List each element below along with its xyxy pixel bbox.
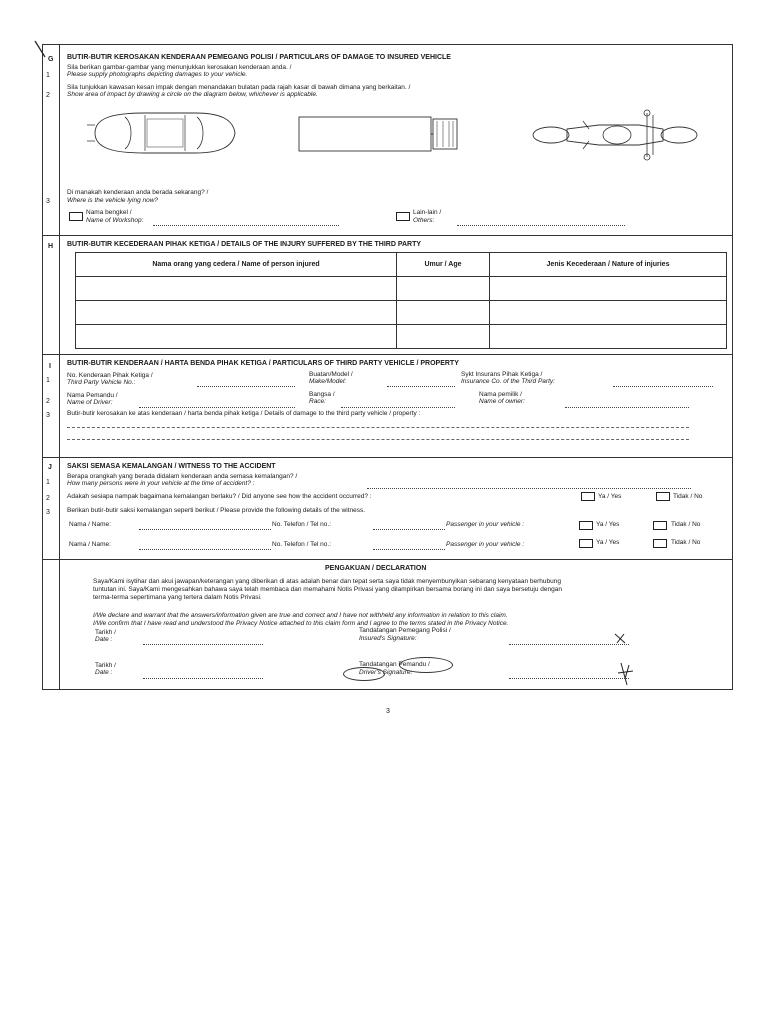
declaration-text: Saya/Kami isytihar dan akui jawapan/keterangan yang diberikan di atas adalah benar dan tepat serta saya tidak menyembunyikan sebarang kenyataan berhubung (93, 578, 561, 585)
car-diagram[interactable] (85, 109, 240, 157)
number-column-divider (59, 45, 60, 689)
field-label: Sykt Insurans Pihak Ketiga / (461, 371, 543, 378)
field-label: No. Telefon / Tel no.: (272, 521, 332, 528)
field-label: Name of Driver: (67, 399, 113, 406)
question-text: Sila tunjukkan kawasan kesan impak dengan menandakan bulatan pada rajah kasar di bawah dimana yang berkaitan. / (67, 84, 411, 91)
question-number: 1 (46, 479, 50, 486)
field-label: Bangsa / (309, 391, 335, 398)
field-label: No. Telefon / Tel no.: (272, 541, 332, 548)
table-cell[interactable] (490, 301, 727, 325)
page-number: 3 (386, 708, 390, 715)
column-header: Umur / Age (397, 253, 490, 277)
field-label: Tarikh / (95, 629, 116, 636)
question-number: 2 (46, 495, 50, 502)
checkbox-label: Ya / Yes (598, 493, 622, 500)
question-text: How many persons were in your vehicle at the time of accident? : (67, 480, 255, 487)
section-letter: I (49, 363, 51, 370)
motorcycle-diagram[interactable] (529, 107, 701, 163)
witness-name-input[interactable] (139, 549, 271, 550)
field-label: Insured's Signature: (359, 635, 417, 642)
field-label: Buatan/Model / (309, 371, 353, 378)
field-label: Date : (95, 636, 113, 643)
field-label: Nama bengkel / (86, 209, 132, 216)
driver-name-input[interactable] (139, 407, 295, 408)
question-text: Sila berikan gambar-gambar yang menunjukkan kerosakan kenderaan anda. / (67, 64, 292, 71)
checkbox-label: Tidak / No (673, 493, 703, 500)
table-cell[interactable] (76, 325, 397, 349)
field-label: Nama Pemandu / (67, 392, 118, 399)
section-title: BUTIR-BUTIR KEROSAKAN KENDERAAN PEMEGANG POLISI / PARTICULARS OF DAMAGE TO INSURED VEHICLE (67, 54, 451, 61)
table-cell[interactable] (397, 325, 490, 349)
field-label: No. Kenderaan Pihak Ketiga / (67, 372, 153, 379)
signature-mark-icon (615, 661, 637, 687)
section-letter: H (48, 243, 54, 250)
question-number: 1 (46, 377, 50, 384)
checkbox-label: Ya / Yes (596, 521, 620, 528)
table-row (76, 301, 727, 325)
question-number: 1 (46, 72, 50, 79)
checkbox-label: Tidak / No (671, 539, 701, 546)
checkbox-label: Tidak / No (671, 521, 701, 528)
field-label: Tandatangan Pemandu / (359, 661, 430, 668)
field-label: Passenger in your vehicle : (446, 541, 525, 548)
question-text: Berapa orangkah yang berada didalam kenderaan anda semasa kemalangan? / (67, 473, 298, 480)
field-label: Make/Model: (309, 378, 347, 385)
field-label: Race: (309, 398, 326, 405)
witness-tel-input[interactable] (373, 529, 445, 530)
field-label: Driver's Signature: (359, 669, 413, 676)
column-header: Jenis Kecederaan / Nature of injuries (490, 253, 727, 277)
damage-details-input[interactable] (67, 439, 689, 440)
field-label: Third Party Vehicle No.: (67, 379, 136, 386)
damage-details-input[interactable] (67, 427, 689, 428)
section-divider (43, 235, 732, 236)
others-checkbox[interactable] (396, 212, 410, 221)
declaration-text: tuntutan ini. Saya/Kami mengesahkan bahawa saya telah membaca dan memahami Notis Privasi yang dilampirkan bersama borang ini dan saya bersetuju dengan (93, 586, 562, 593)
signature-mark-icon (611, 631, 631, 647)
field-label: Butir-butir kerosakan ke atas kenderaan / harta benda pihak ketiga / Details of damage to the third party vehicle / property : (67, 410, 421, 417)
workshop-checkbox[interactable] (69, 212, 83, 221)
yes-checkbox[interactable] (579, 539, 593, 548)
table-cell[interactable] (397, 301, 490, 325)
question-number: 3 (46, 509, 50, 516)
witness-name-input[interactable] (139, 529, 271, 530)
yes-checkbox[interactable] (579, 521, 593, 530)
field-label: Others: (413, 217, 435, 224)
make-model-input[interactable] (387, 386, 455, 387)
question-text: Show area of impact by drawing a circle on the diagram below, whichever is applicable. (67, 91, 318, 98)
question-number: 2 (46, 398, 50, 405)
question-number: 3 (46, 198, 50, 205)
race-input[interactable] (341, 407, 455, 408)
third-party-vehicle-no-input[interactable] (197, 386, 295, 387)
owner-name-input[interactable] (565, 407, 689, 408)
question-text: Di manakah kenderaan anda berada sekarang? / (67, 189, 209, 196)
declaration-text: I/We declare and warrant that the answers/information given are true and correct and I have not withheld any information in relation to this claim. (93, 612, 508, 619)
section-letter: J (48, 464, 52, 471)
declaration-text: I/We confirm that I have read and understood the Privacy Notice attached to this claim form and I agree to the terms stated in the Privacy Notice. (93, 620, 509, 627)
field-label: Lain-lain / (413, 209, 442, 216)
question-number: 3 (46, 412, 50, 419)
hand-drawn-circle (343, 667, 385, 681)
field-label: Nama / Name: (69, 541, 111, 548)
declaration-text: terma-terma sepertimana yang tertera dalam Notis Privasi. (93, 594, 262, 601)
no-checkbox[interactable] (653, 539, 667, 548)
field-label: Nama pemilik / (479, 391, 522, 398)
question-number: 2 (46, 92, 50, 99)
field-label: Tandatangan Pemegang Polisi / (359, 627, 451, 634)
workshop-input[interactable] (153, 225, 339, 226)
question-text: Adakah sesiapa nampak bagaimana kemalangan berlaku? / Did anyone see how the accident occurred? : (67, 493, 372, 500)
section-divider (43, 457, 732, 458)
section-title: BUTIR-BUTIR KECEDERAAN PIHAK KETIGA / DETAILS OF THE INJURY SUFFERED BY THE THIRD PARTY (67, 241, 422, 248)
yes-checkbox[interactable] (581, 492, 595, 501)
date-input[interactable] (143, 644, 263, 645)
witness-tel-input[interactable] (373, 549, 445, 550)
question-text: Where is the vehicle lying now? (67, 197, 159, 204)
section-letter: G (48, 56, 54, 63)
table-cell[interactable] (490, 325, 727, 349)
field-label: Tarikh / (95, 662, 116, 669)
field-label: Date : (95, 669, 113, 676)
checkbox-label: Ya / Yes (596, 539, 620, 546)
section-title: BUTIR-BUTIR KENDERAAN / HARTA BENDA PIHAK KETIGA / PARTICULARS OF THIRD PARTY VEHICLE / PROPERTY (67, 360, 459, 367)
hand-drawn-circle (399, 657, 453, 673)
field-label: Insurance Co. of the Third Party: (461, 378, 555, 385)
truck-diagram[interactable] (297, 113, 463, 155)
question-text: Please supply photographs depicting damages to your vehicle. (67, 71, 248, 78)
table-cell[interactable] (397, 277, 490, 301)
table-cell[interactable] (76, 277, 397, 301)
question-text: Berikan butir-butir saksi kemalangan seperti berikut / Please provide the following details of the witness. (67, 507, 366, 514)
others-input[interactable] (457, 225, 625, 226)
injury-table (75, 252, 727, 349)
field-label: Nama / Name: (69, 521, 111, 528)
table-cell[interactable] (490, 277, 727, 301)
field-label: Passenger in your vehicle : (446, 521, 525, 528)
section-divider (43, 559, 732, 560)
section-divider (43, 354, 732, 355)
driver-signature-input[interactable] (509, 678, 629, 679)
field-label: Name of Workshop: (86, 217, 144, 224)
section-title: SAKSI SEMASA KEMALANGAN / WITNESS TO THE ACCIDENT (67, 463, 276, 470)
table-cell[interactable] (76, 301, 397, 325)
insurance-company-input[interactable] (613, 386, 713, 387)
field-label: Name of owner: (479, 398, 525, 405)
persons-count-input[interactable] (367, 488, 691, 489)
tick-mark-icon (31, 39, 61, 65)
no-checkbox[interactable] (656, 492, 670, 501)
table-row (76, 325, 727, 349)
claim-form (42, 44, 733, 690)
column-header: Nama orang yang cedera / Name of person injured (76, 253, 397, 277)
date-input[interactable] (143, 678, 263, 679)
section-title: PENGAKUAN / DECLARATION (325, 565, 427, 572)
no-checkbox[interactable] (653, 521, 667, 530)
table-row (76, 277, 727, 301)
